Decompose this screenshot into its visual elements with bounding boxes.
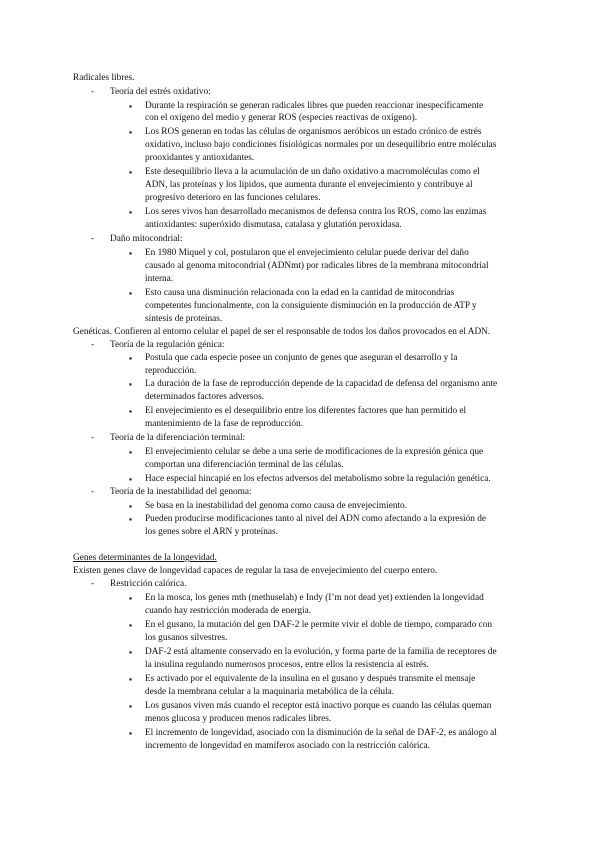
section-title-radicales: Radicales libres. [73,73,135,83]
bullet-text: Postula que cada especie posee un conjunto de genes que aseguran el desarrollo y la [145,353,458,363]
bullet-text: incremento de longevidad en mamíferos asociado con la restricción calórica. [145,741,430,751]
bullet-text: Los gusanos viven más cuando el receptor está inactivo porque es cuando las células queman [145,701,492,711]
bullet-text: DAF-2 está altamente conservado en la evolución, y forma parte de la familia de receptores de [145,647,497,657]
bullet-text: reproducción. [145,366,197,376]
theory-heading: Daño mitocondrial: [110,234,183,244]
bullet-text: Pueden producirse modificaciones tanto al nivel del ADN como afectando a la expresión de [145,514,487,524]
bullet-text: desde la membrana celular a la maquinaria metabólica de la célula. [145,687,395,697]
bullet-text: Este desequilibrio lleva a la acumulación de un daño oxidativo a macromoléculas como el [145,167,480,177]
bullet-marker: ▪ [129,207,133,217]
bullet-marker: ▪ [129,127,133,137]
theory-heading: Teoría de la diferenciación terminal: [110,433,246,443]
bullet-text: Los ROS generan en todas las células de organismos aeróbicos un estado crónico de estrés [145,127,482,137]
dash-marker: - [91,433,95,443]
bullet-text: La duración de la fase de reproducción depende de la capacidad de defensa del organismo ante [145,379,498,389]
dash-marker: - [91,579,95,589]
bullet-text: Hace especial hincapié en los efectos adversos del metabolismo sobre la regulación genética. [145,474,491,484]
bullet-text: Durante la respiración se generan radicales libres que pueden reaccionar inespecíficamente [145,101,484,111]
bullet-text: El incremento de longevidad, asociado con la disminución de la señal de DAF-2, es análogo al [145,728,497,738]
bullet-text: antioxidantes: superóxido dismutasa, catalasa y glutatión peroxidasa. [145,220,402,230]
bullet-marker: ▪ [129,353,133,363]
bullet-marker: ▪ [129,474,133,484]
bullet-text: mantenimiento de la fase de reproducción. [145,419,303,429]
bullet-text: determinados factores adversos. [145,392,265,402]
bullet-text: oxidativo, incluso bajo condiciones fisiológicas normales por un desequilibrio entre moléculas [145,140,497,150]
theory-heading: Restricción calórica. [110,579,187,589]
bullet-text: causado al genoma mitocondrial (ADNmt) por radicales libres de la membrana mitocondrial [145,261,489,271]
section-title-geneticas: Genéticas. Confieren al entorno celular el papel de ser el responsable de todos los daños provocados en el ADN. [73,327,491,337]
bullet-marker: ▪ [129,593,133,603]
bullet-text: En la mosca, los genes mth (methuselah) e Indy (I’m not dead yet) extienden la longevidad [145,593,484,603]
bullet-text: El envejecimiento celular se debe a una serie de modificaciones de la expresión génica que [145,447,484,457]
bullet-text: cuando hay restricción moderada de energía. [145,606,312,616]
bullet-marker: ▪ [129,728,133,738]
bullet-marker: ▪ [129,248,133,258]
bullet-text: Los seres vivos han desarrollado mecanismos de defensa contra los ROS, como las enzimas [145,207,487,217]
section-title-genes: Genes determinantes de la longevidad. [73,553,217,563]
bullet-marker: ▪ [129,379,133,389]
bullet-text: Esto causa una disminución relacionada con la edad en la cantidad de mitocondrias [145,288,455,298]
bullet-text: los genes sobre el ARN y proteínas. [145,527,278,537]
bullet-text: interna. [145,274,174,284]
dash-marker: - [91,340,95,350]
bullet-marker: ▪ [129,101,133,111]
bullet-marker: ▪ [129,288,133,298]
theory-heading: Teoría de la inestabilidad del genoma: [110,487,252,497]
bullet-marker: ▪ [129,447,133,457]
bullet-text: prooxidantes y antioxidantes. [145,153,255,163]
bullet-text: comportan una diferenciación terminal de las células. [145,460,344,470]
bullet-text: menos glucosa y producen menos radicales libres. [145,714,332,724]
bullet-text: En el gusano, la mutación del gen DAF-2 le permite vivir el doble de tiempo, comparado con [145,620,492,630]
bullet-text: Es activado por el equivalente de la insulina en el gusano y después transmite el mensaje [145,674,476,684]
bullet-text: ADN, las proteínas y los lípidos, que aumenta durante el envejecimiento y contribuye al [145,180,473,190]
bullet-marker: ▪ [129,674,133,684]
section-intro: Existen genes clave de longevidad capaces de regular la tasa de envejecimiento del cuerpo entero. [73,566,438,576]
dash-marker: - [91,87,95,97]
bullet-text: con el oxígeno del medio y generar ROS (especies reactivas de oxígeno). [145,113,418,123]
bullet-text: Se basa en la inestabilidad del genoma como causa de envejecimiento. [145,501,408,511]
theory-heading: Teoría del estrés oxidativo: [110,87,211,97]
bullet-text: síntesis de proteínas. [145,314,223,324]
bullet-marker: ▪ [129,167,133,177]
bullet-marker: ▪ [129,620,133,630]
dash-marker: - [91,234,95,244]
bullet-text: los gusanos silvestres. [145,633,228,643]
bullet-marker: ▪ [129,501,133,511]
bullet-text: El envejecimiento es el desequilibrio entre los diferentes factores que han permitido el [145,406,467,416]
bullet-text: la insulina regulando numerosos procesos, entre ellos la resistencia al estrés. [145,660,429,670]
dash-marker: - [91,487,95,497]
bullet-marker: ▪ [129,701,133,711]
bullet-marker: ▪ [129,514,133,524]
bullet-marker: ▪ [129,406,133,416]
bullet-marker: ▪ [129,647,133,657]
bullet-text: progresivo deterioro en las funciones celulares. [145,193,321,203]
bullet-text: En 1980 Miquel y col, postularon que el envejecimiento celular puede derivar del daño [145,248,469,258]
bullet-text: competentes funcionalmente, con la consiguiente disminución en la producción de ATP y [145,301,477,311]
theory-heading: Teoría de la regulación génica: [110,340,225,350]
